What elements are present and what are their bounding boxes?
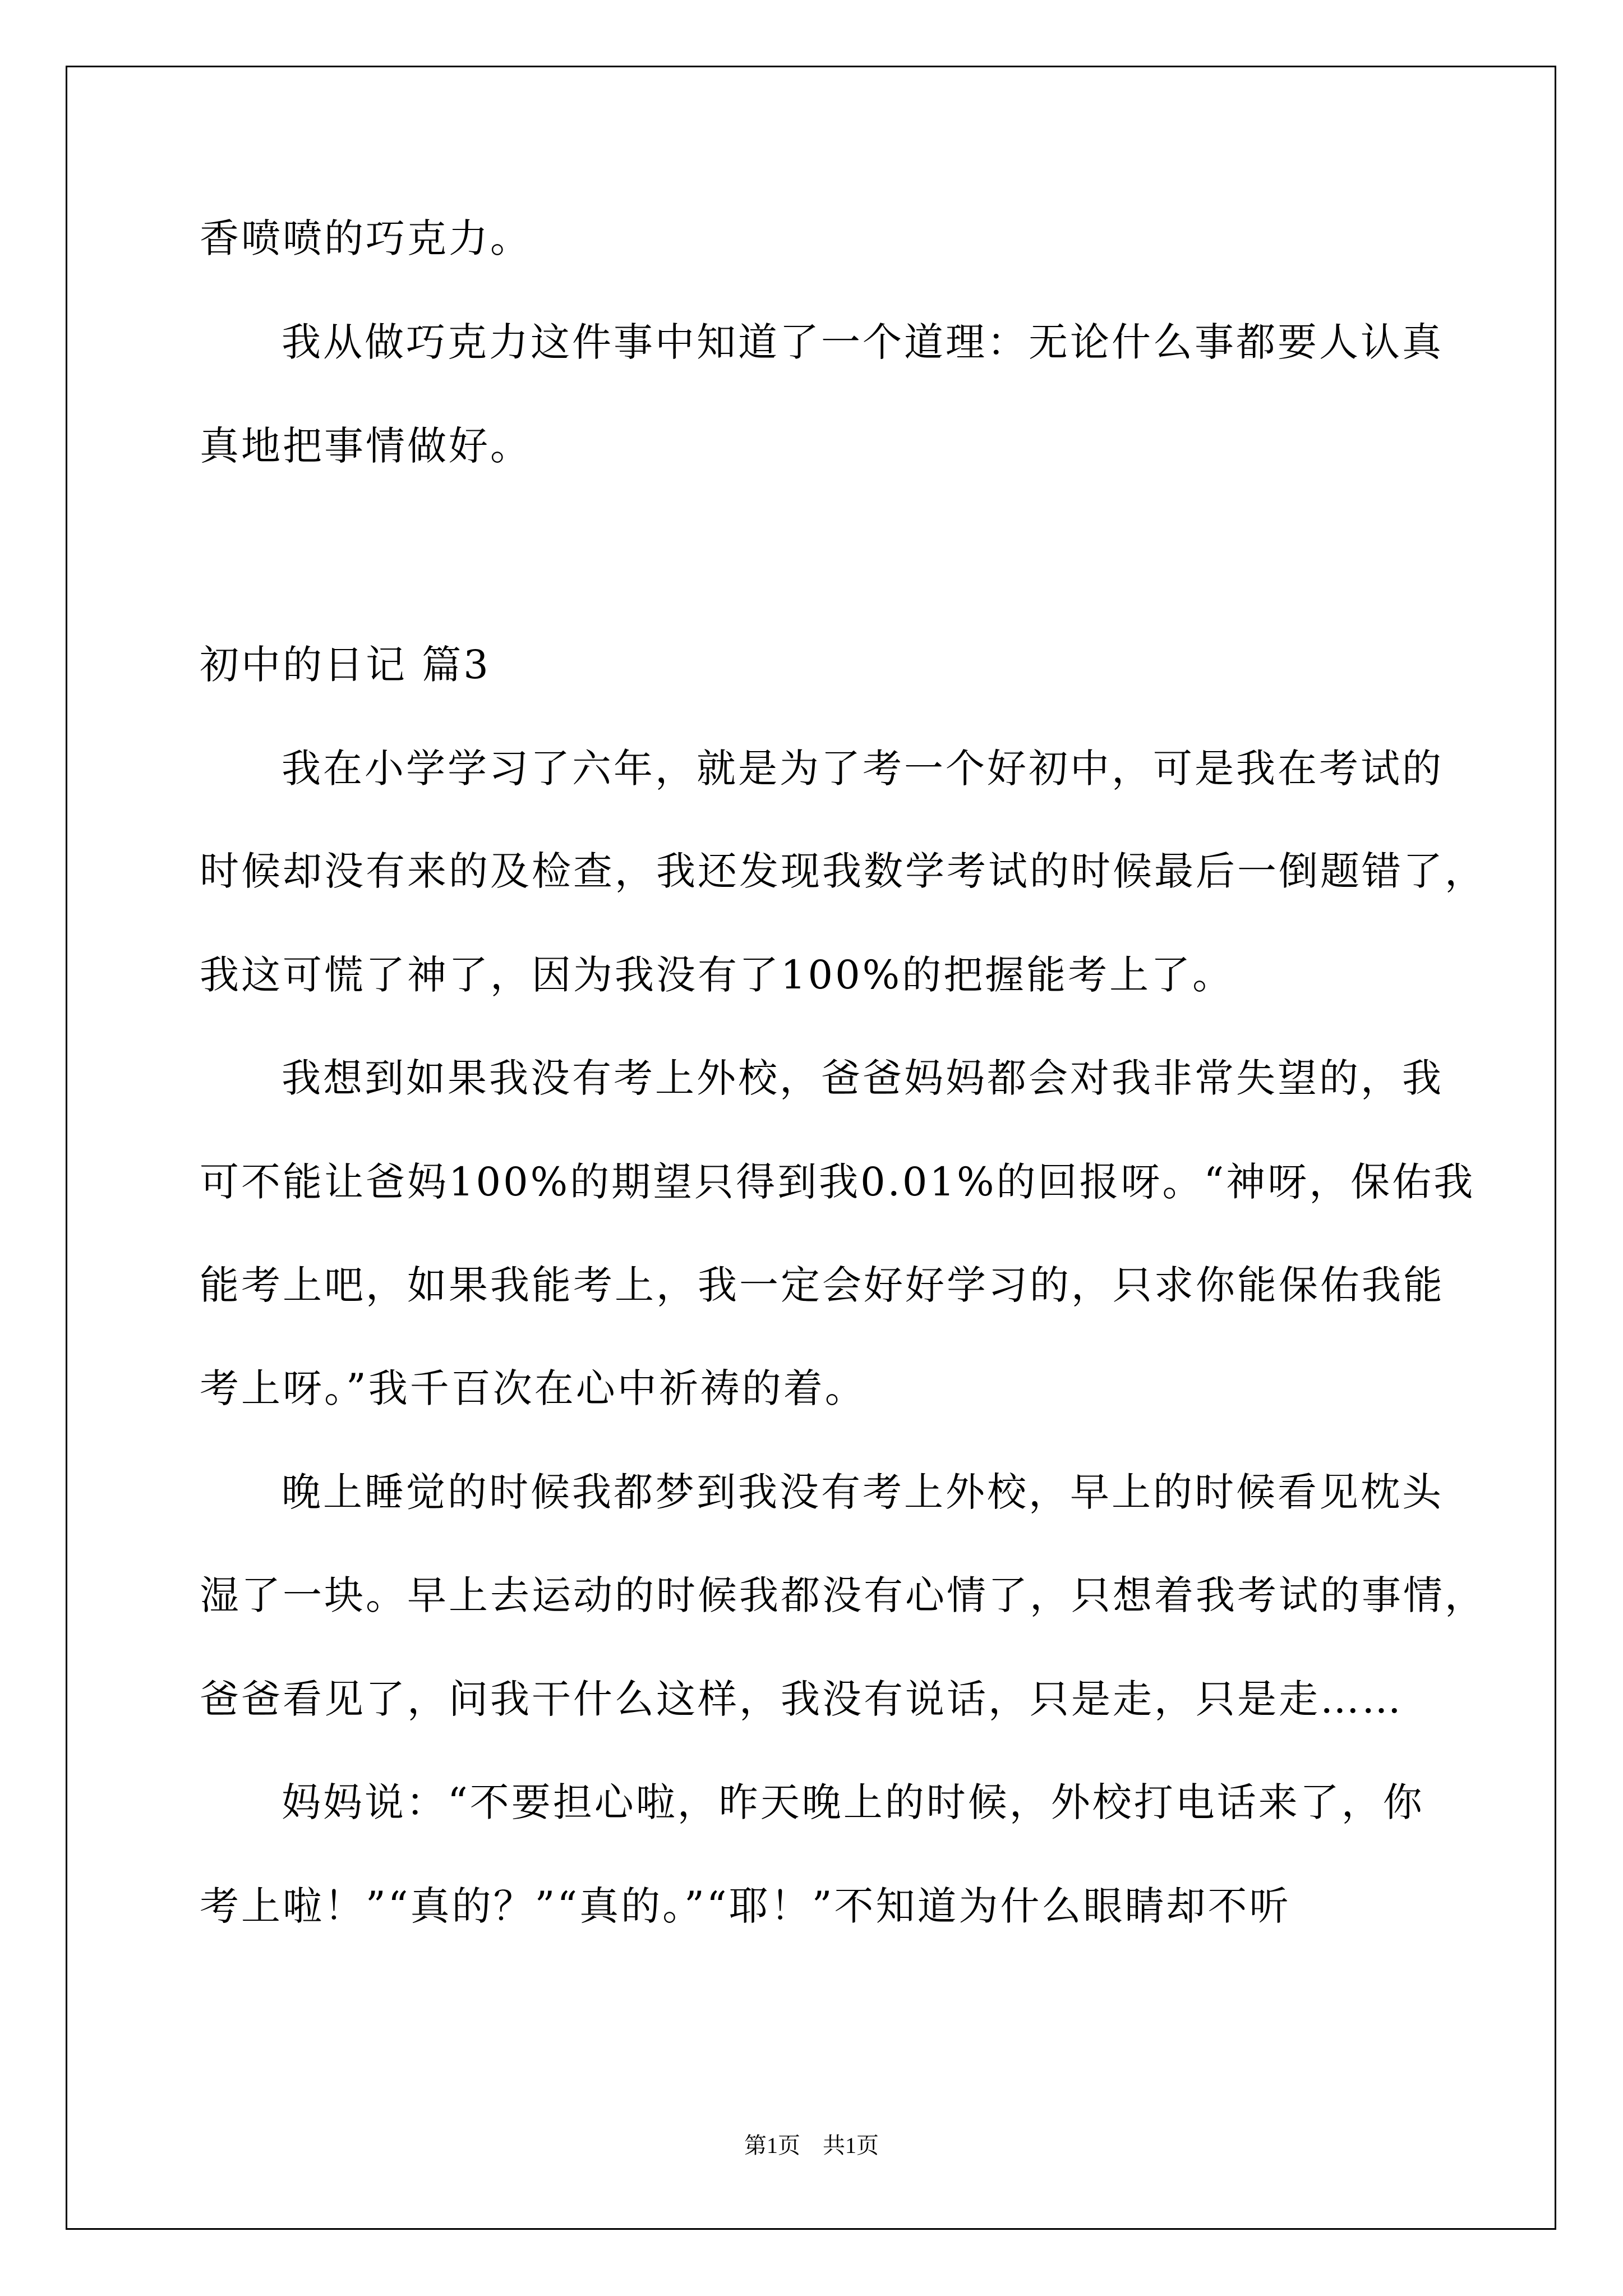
text-line: 妈妈说：“不要担心啦，昨天晚上的时候，外校打电话来了，你 xyxy=(282,1779,1424,1825)
text-line: 爸爸看见了，问我干什么这样，我没有说话，只是走，只是走…… xyxy=(200,1676,1403,1722)
text-line: 我从做巧克力这件事中知道了一个道理：无论什么事都要人认真 xyxy=(282,319,1444,365)
text-line: 考上啦！”“真的？”“真的。”“耶！”不知道为什么眼睛却不听 xyxy=(200,1883,1291,1929)
text-line: 时候却没有来的及检查，我还发现我数学考试的时候最后一倒题错了， xyxy=(200,848,1486,894)
text-line: 湿了一块。早上去运动的时候我都没有心情了，只想着我考试的事情， xyxy=(200,1572,1486,1618)
text-line: 晚上睡觉的时候我都梦到我没有考上外校，早上的时候看见枕头 xyxy=(282,1469,1444,1515)
text-line: 我这可慌了神了，因为我没有了100%的把握能考上了。 xyxy=(200,952,1234,998)
text-line: 可不能让爸妈100%的期望只得到我0.01%的回报呀。“神呀，保佑我 xyxy=(200,1159,1476,1205)
text-line: 真地把事情做好。 xyxy=(200,423,532,469)
text-line: 考上呀。”我千百次在心中祈祷的着。 xyxy=(200,1365,866,1411)
text-line: 香喷喷的巧克力。 xyxy=(200,215,532,261)
page-footer: 第1页 共1页 xyxy=(744,2133,879,2158)
text-line: 我想到如果我没有考上外校，爸爸妈妈都会对我非常失望的，我 xyxy=(282,1055,1444,1101)
text-line: 能考上吧，如果我能考上，我一定会好好学习的，只求你能保佑我能 xyxy=(200,1262,1445,1308)
section-heading: 初中的日记 篇3 xyxy=(200,642,491,688)
text-line: 我在小学学习了六年，就是为了考一个好初中，可是我在考试的 xyxy=(282,746,1444,792)
